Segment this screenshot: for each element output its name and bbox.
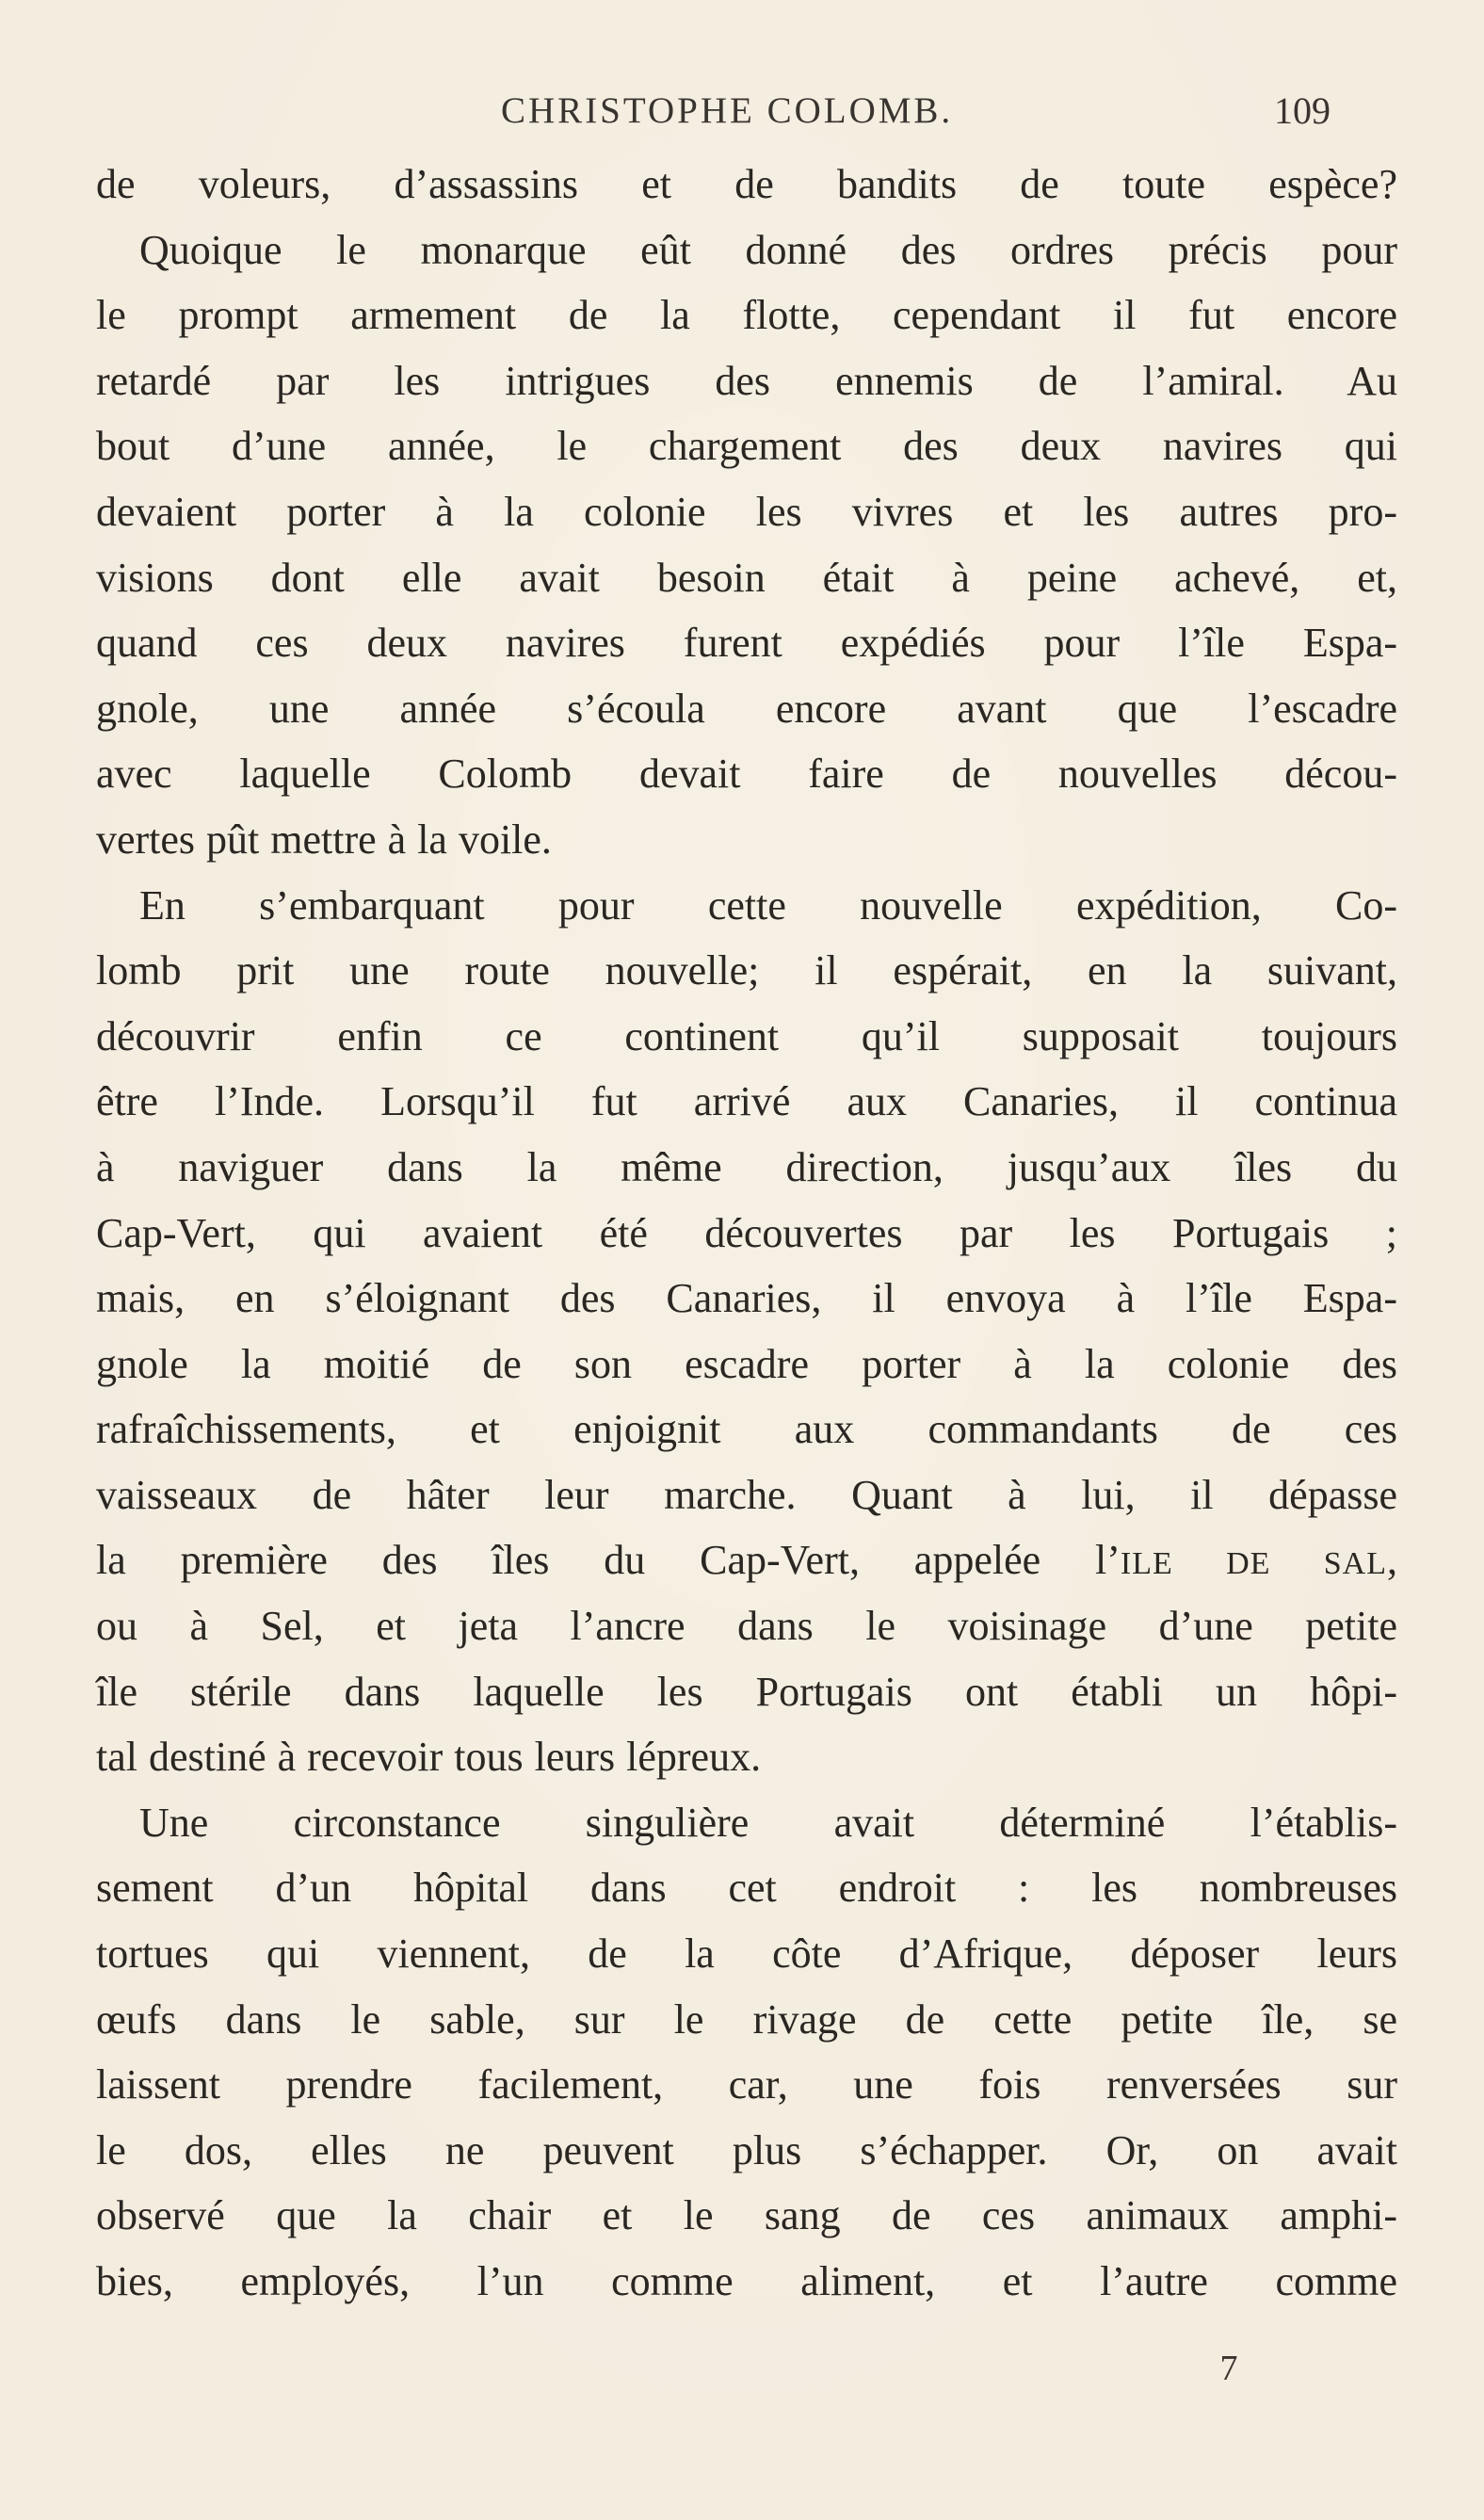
text-fragment: la première des îles du Cap-Vert, appelée l’ [96,1537,1121,1584]
text-line: vaisseaux de hâter leur marche. Quant à lui, il dépasse [96,1471,1397,1518]
text-line: le prompt armement de la flotte, cependant il fut encore [96,292,1397,339]
text-line: sement d’un hôpital dans cet endroit : les nombreuses [96,1865,1397,1912]
text-line: gnole la moitié de son escadre porter à la colonie des [96,1340,1397,1387]
text-line: le dos, elles ne peuvent plus s’échapper. Or, on avait [96,2126,1397,2173]
place-name-suffix: , [1387,1537,1397,1584]
running-title: CHRISTOPHE COLOMB. [501,90,954,131]
text-line: tal destiné à recevoir tous leurs lépreux. [96,1734,762,1781]
text-line: bout d’une année, le chargement des deux navires qui [96,423,1397,470]
text-line: avec laquelle Colomb devait faire de nouvelles décou- [96,751,1397,798]
text-line: œufs dans le sable, sur le rivage de cette petite île, se [96,1995,1397,2043]
text-line: En s’embarquant pour cette nouvelle expédition, Co- [139,881,1397,929]
text-line: devaient porter à la colonie les vivres et les autres pro- [96,488,1397,535]
text-line-with-place-name [96,1527,1397,1593]
text-line: visions dont elle avait besoin était à peine achevé, et, [96,554,1397,601]
text-line: tortues qui viennent, de la côte d’Afrique, déposer leurs [96,1930,1397,1978]
text-line: retardé par les intrigues des ennemis de l’amiral. Au [96,357,1397,404]
text-line: bies, employés, l’un comme aliment, et l’autre comme [96,2258,1397,2304]
text-line: Une circonstance singulière avait déterminé l’établis- [139,1799,1397,1846]
signature-mark: 7 [1219,2349,1238,2388]
text-line: île stérile dans laquelle les Portugais ont établi un hôpi- [96,1668,1397,1715]
text-line: vertes pût mettre à la voile. [96,816,552,863]
text-line: être l’Inde. Lorsqu’il fut arrivé aux Canaries, il continua [96,1078,1397,1125]
text-line: ou à Sel, et jeta l’ancre dans le voisinage d’une petite [96,1603,1397,1650]
text-line: laissent prendre facilement, car, une fois renversées sur [96,2061,1397,2108]
text-line: gnole, une année s’écoula encore avant que l’escadre [96,685,1397,732]
text-line: quand ces deux navires furent expédiés pour l’île Espa- [96,620,1397,667]
text-line: à naviguer dans la même direction, jusqu’aux îles du [96,1143,1397,1190]
text-line: observé que la chair et le sang de ces animaux amphi- [96,2192,1397,2239]
text-line: découvrir enfin ce continent qu’il supposait toujours [96,1012,1397,1059]
page-number: 109 [1274,89,1331,132]
running-head [0,83,1484,139]
body-text [96,152,1397,2315]
text-line: Quoique le monarque eût donné des ordres précis pour [139,226,1397,273]
text-line: lomb prit une route nouvelle; il espérait, en la suivant, [96,947,1397,994]
text-line: de voleurs, d’assassins et de bandits de toute espèce? [96,161,1397,207]
text-line: rafraîchissements, et enjoignit aux commandants de ces [96,1406,1397,1453]
place-name-smallcaps: ILE DE SAL [1120,1546,1387,1582]
text-line: mais, en s’éloignant des Canaries, il envoya à l’île Espa- [96,1275,1397,1322]
text-line: Cap-Vert, qui avaient été découvertes par les Portugais ; [96,1209,1397,1256]
